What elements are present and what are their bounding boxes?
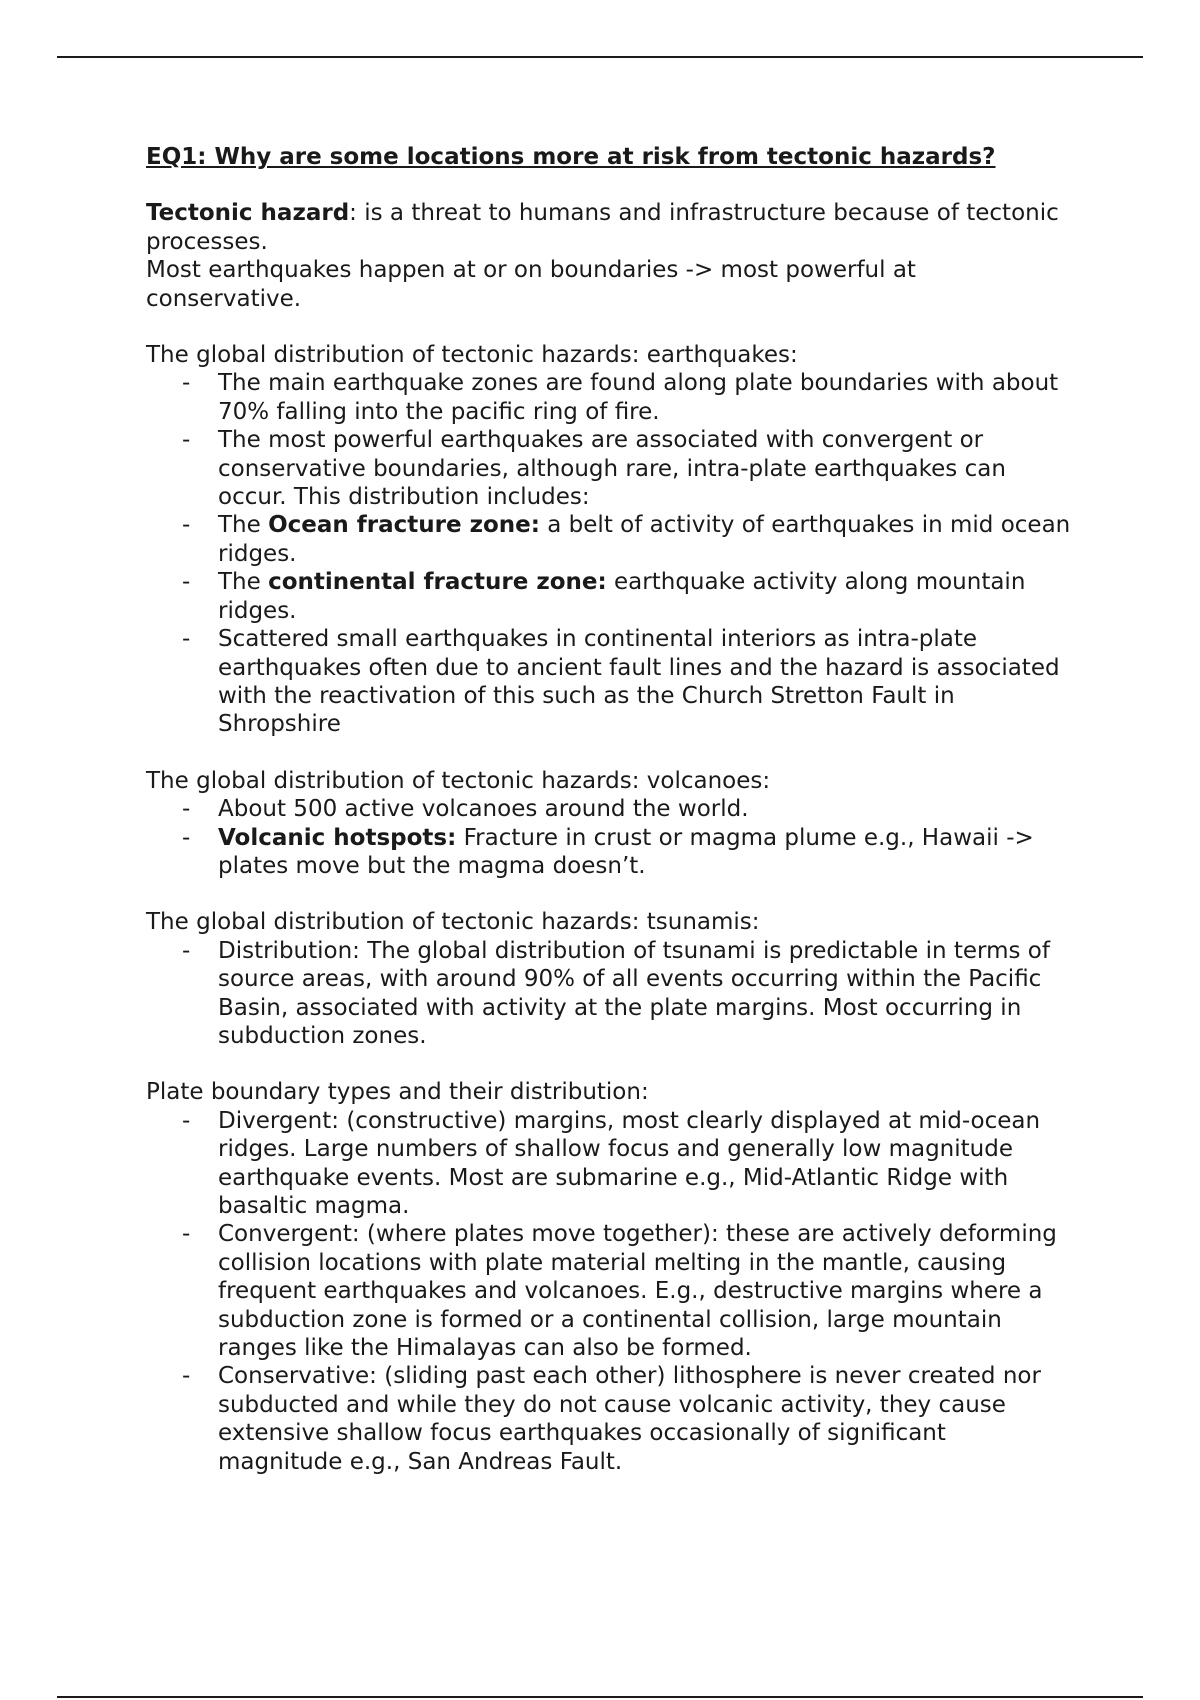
list-item-text: Divergent: (constructive) margins, most clearly displayed at mid-ocean ridges. Large numbers of shallow focus and generally low magnitude earthquake events. Most are submarine e.g., Mid-Atlantic Ridge with basaltic magma. <box>218 1107 1041 1219</box>
dash-bullet: - <box>182 626 191 653</box>
list-item <box>146 1220 1076 1362</box>
list-item <box>146 625 1076 739</box>
dash-bullet: - <box>182 1107 191 1134</box>
list-item-text: Convergent: (where plates move together): these are actively deforming collision locations with plate material melting in the mantle, causing frequent earthquakes and volcanoes. E.g., destructive margins where a subduction zone is formed or a continental collision, large mountain ranges like the Himalayas can also be formed. <box>218 1221 1057 1362</box>
dash-bullet: - <box>182 512 191 539</box>
list-item-text: The main earthquake zones are found along plate boundaries with about 70% falling into the pacific ring of fire. <box>218 370 1059 425</box>
dash-bullet: - <box>182 796 191 823</box>
list-item <box>146 511 1076 568</box>
intro-line: Most earthquakes happen at or on boundaries -> most powerful at conservative. <box>146 257 916 312</box>
dash-bullet: - <box>182 569 191 596</box>
dash-bullet: - <box>182 937 191 964</box>
dash-bullet: - <box>182 427 191 454</box>
dash-bullet: - <box>182 1363 191 1390</box>
list-item-text: Fracture in crust or magma plume e.g., Hawaii -> plates move but the magma doesn’t. <box>218 824 1034 879</box>
list-item <box>146 795 1076 823</box>
list-item-text: earthquake activity along mountain ridges. <box>218 569 1026 624</box>
definition-text: : is a threat to humans and infrastructure because of tectonic processes. <box>146 200 1059 255</box>
page-title: EQ1: Why are some locations more at risk from tectonic hazards? <box>146 144 996 170</box>
list-item <box>146 937 1076 1051</box>
tsunamis-heading: The global distribution of tectonic hazards: tsunamis: <box>146 909 760 936</box>
tsunamis-list <box>146 937 1076 1051</box>
list-item-text: The <box>218 512 269 539</box>
term-ocean-fracture-zone: Ocean fracture zone: <box>268 512 540 539</box>
term-continental-fracture-zone: continental fracture zone: <box>268 569 607 596</box>
dash-bullet: - <box>182 370 191 397</box>
intro-definition <box>146 199 1076 256</box>
list-item-text: About 500 active volcanoes around the world. <box>218 796 749 823</box>
list-item <box>146 568 1076 625</box>
earthquakes-list <box>146 369 1076 738</box>
list-item <box>146 1362 1076 1476</box>
list-item <box>146 1107 1076 1221</box>
list-item <box>146 426 1076 511</box>
list-item <box>146 824 1076 881</box>
bottom-rule <box>57 1696 1143 1698</box>
dash-bullet: - <box>182 824 191 851</box>
earthquakes-heading: The global distribution of tectonic hazards: earthquakes: <box>146 342 798 369</box>
top-rule <box>57 56 1143 58</box>
list-item <box>146 369 1076 426</box>
volcanoes-list <box>146 795 1076 880</box>
volcanoes-heading: The global distribution of tectonic hazards: volcanoes: <box>146 767 771 794</box>
list-item-text: Scattered small earthquakes in continental interiors as intra-plate earthquakes often due to ancient fault lines and the hazard is associated with the reactivation of this such as the Church Stretton Fault in Shropshire <box>218 626 1060 738</box>
boundaries-list <box>146 1107 1076 1476</box>
definition-term: Tectonic hazard <box>146 200 350 227</box>
boundaries-heading: Plate boundary types and their distribution: <box>146 1079 649 1106</box>
list-item-text: The <box>218 569 269 596</box>
list-item-text: a belt of activity of earthquakes in mid ocean ridges. <box>218 512 1071 567</box>
dash-bullet: - <box>182 1221 191 1248</box>
list-item-text: Conservative: (sliding past each other) lithosphere is never created nor subducted and while they do not cause volcanic activity, they cause extensive shallow focus earthquakes occasionally of significant magnitude e.g., San Andreas Fault. <box>218 1363 1041 1475</box>
term-volcanic-hotspots: Volcanic hotspots: <box>218 824 457 851</box>
list-item-text: Distribution: The global distribution of tsunami is predictable in terms of source areas, with around 90% of all events occurring within the Pacific Basin, associated with activity at the plate margins. Most occurring in subduction zones. <box>218 937 1050 1049</box>
list-item-text: The most powerful earthquakes are associated with convergent or conservative boundaries, although rare, intra-plate earthquakes can occur. This distribution includes: <box>218 427 1006 511</box>
document-body <box>146 143 1076 1476</box>
